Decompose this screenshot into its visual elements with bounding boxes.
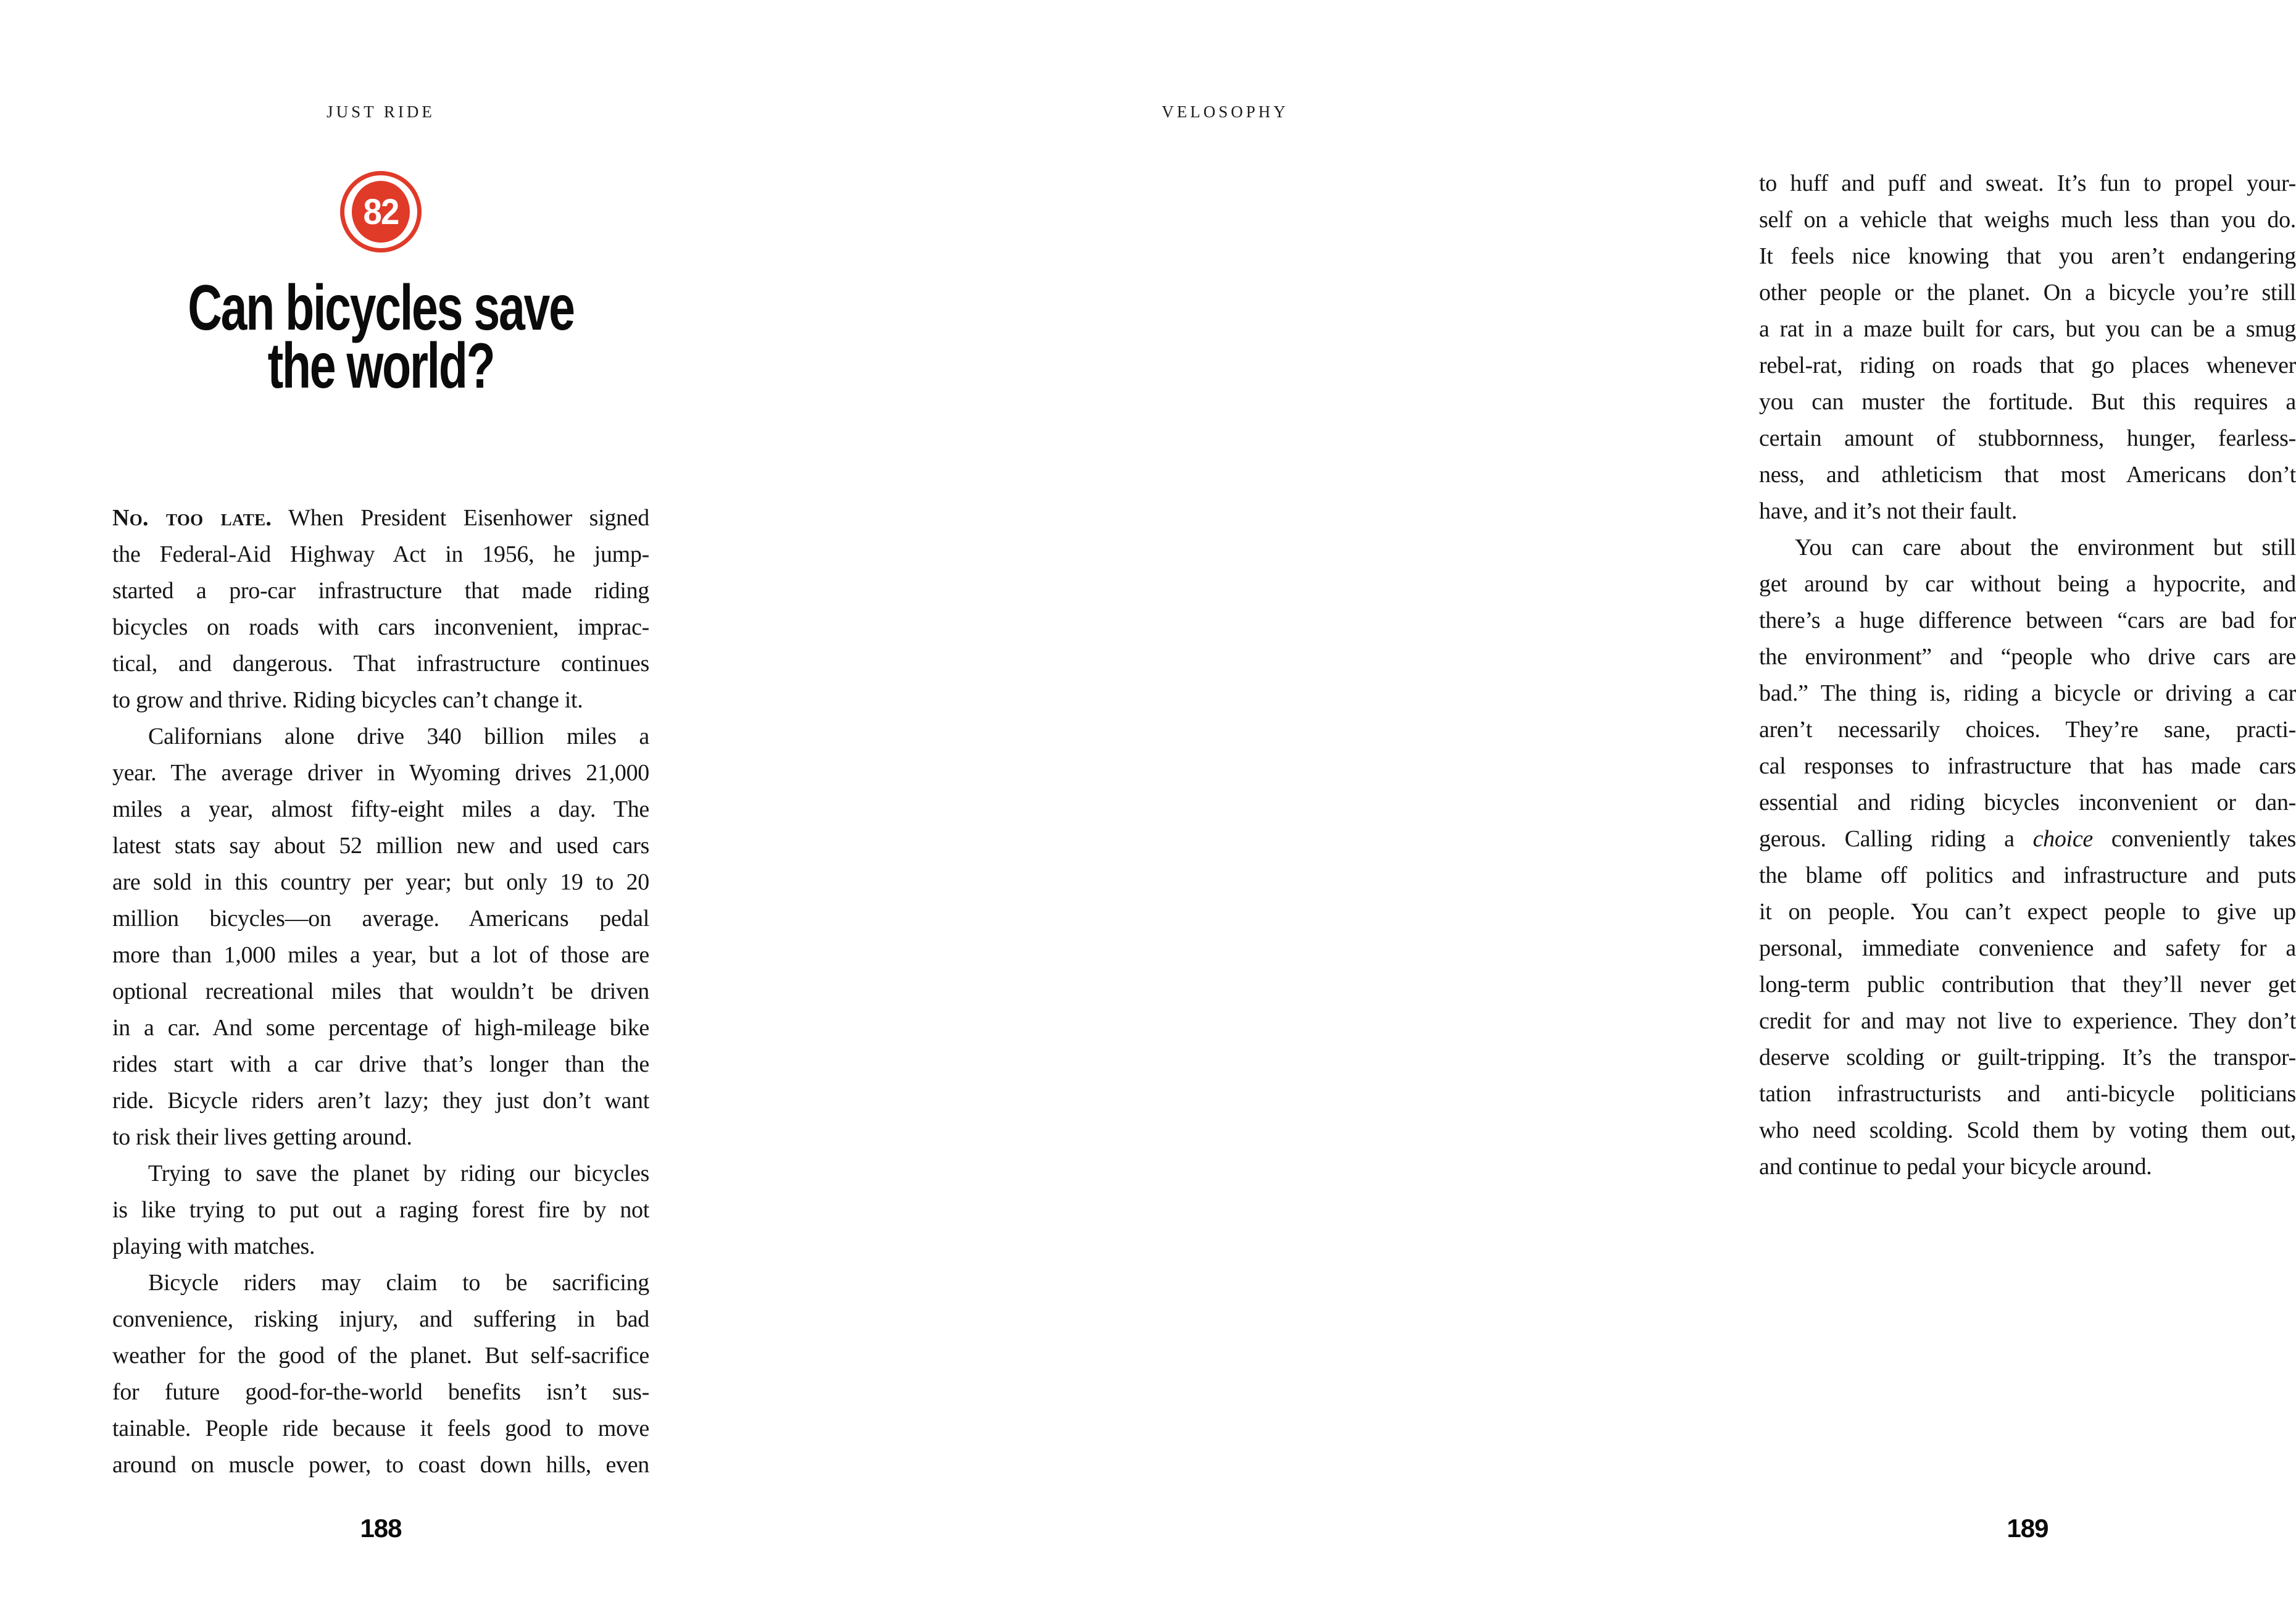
text-line: bicycles on roads with cars inconvenient, imprac- [112,614,649,640]
chapter-number-badge [340,171,422,252]
text-line: who need scolding. Scold them by voting them out, [1759,1117,2296,1143]
text-line: bad.” The thing is, riding a bicycle or driving a car [1759,680,2296,706]
page-number-left: 188 [360,1514,402,1543]
text-line: miles a year, almost fifty-eight miles a day. The [112,796,649,822]
body-text-right [1759,165,2296,1185]
chapter-title-line-1: Can bicycles save [188,272,574,344]
body-text-left [112,500,649,1483]
text-line: have, and it’s not their fault. [1759,498,2018,524]
text-line: started a pro-car infrastructure that made riding [112,578,649,604]
text-line: Californians alone drive 340 billion miles a [148,723,649,749]
chapter-title [112,272,649,402]
text-line: tainable. People ride because it feels good to move [112,1415,649,1441]
text-line: it on people. You can’t expect people to give up [1759,899,2296,925]
text-line: weather for the good of the planet. But self-sacrifice [112,1343,649,1369]
text-line: personal, immediate convenience and safety for a [1759,935,2296,961]
text-line: to huff and puff and sweat. It’s fun to propel your- [1759,170,2296,196]
italic-word: choice [2032,826,2093,852]
text-line: It feels nice knowing that you aren’t endangering [1759,243,2296,269]
text-line: you can muster the fortitude. But this requires a [1759,389,2296,415]
text-line: get around by car without being a hypocrite, and [1759,571,2296,597]
text-line: the Federal-Aid Highway Act in 1956, he jump- [112,541,649,567]
text-line: and continue to pedal your bicycle around. [1759,1154,2152,1180]
text-line: convenience, risking injury, and suffering in bad [112,1306,649,1332]
text-line: are sold in this country per year; but only 19 to 20 [112,869,649,895]
text-line: long-term public contribution that they’ll never get [1759,972,2296,998]
text-line: a rat in a maze built for cars, but you can be a smug [1759,316,2296,342]
text-line: year. The average driver in Wyoming drives 21,000 [112,760,649,786]
text-line: to grow and thrive. Riding bicycles can’t change it. [112,687,583,713]
text-line: for future good-for-the-world benefits isn’t sus- [112,1379,649,1405]
text-line: gerous. Calling riding a choice conveniently takes [1759,826,2296,852]
text-line: optional recreational miles that wouldn’t be driven [112,978,649,1004]
text-line: million bicycles—on average. Americans pedal [112,906,649,932]
page-number-right: 189 [2007,1514,2049,1543]
text-line: rebel-rat, riding on roads that go places whenever [1759,352,2296,378]
text-line: is like trying to put out a raging forest fire by not [112,1197,649,1223]
text-line: ness, and athleticism that most Americans don’t [1759,462,2296,488]
paragraph-lead-smallcaps: No. too late. [112,505,272,531]
text-line: Trying to save the planet by riding our bicycles [148,1161,649,1186]
running-header-left: JUST RIDE [327,102,435,121]
text-line: aren’t necessarily choices. They’re sane, practi- [1759,717,2296,743]
text-line: ride. Bicycle riders aren’t lazy; they just don’t want [112,1088,649,1114]
text-line: You can care about the environment but still [1795,535,2296,561]
text-line: tation infrastructurists and anti-bicycle politicians [1759,1081,2296,1107]
text-line: around on muscle power, to coast down hills, even [112,1452,649,1478]
text-line: there’s a huge difference between “cars are bad for [1759,607,2296,633]
text-line: certain amount of stubbornness, hunger, fearless- [1759,425,2296,451]
chapter-number: 82 [352,181,410,243]
chapter-title-line-2: the world? [267,330,494,402]
left-page [0,0,802,1605]
text-line: credit for and may not live to experience. They don’t [1759,1008,2296,1034]
text-line: playing with matches. [112,1233,315,1259]
text-line: deserve scolding or guilt-tripping. It’s the transpor- [1759,1044,2296,1070]
text-line: other people or the planet. On a bicycle you’re still [1759,280,2296,306]
text-line: the environment” and “people who drive cars are [1759,644,2296,670]
text-line: No. too late. When President Eisenhower signed [112,505,649,531]
text-line: self on a vehicle that weighs much less than you do. [1759,207,2296,233]
right-page [802,0,2296,1605]
text-line: cal responses to infrastructure that has made cars [1759,753,2296,779]
text-line: Bicycle riders may claim to be sacrificing [148,1270,649,1296]
text-line: more than 1,000 miles a year, but a lot of those are [112,942,649,968]
text-line: in a car. And some percentage of high-mileage bike [112,1015,649,1041]
text-line: essential and riding bicycles inconvenient or dan- [1759,790,2296,815]
text-line: the blame off politics and infrastructure and puts [1759,862,2296,888]
text-line: rides start with a car drive that’s longer than the [112,1051,649,1077]
text-line: to risk their lives getting around. [112,1124,412,1150]
text-line: latest stats say about 52 million new and used cars [112,833,649,859]
running-header-right: VELOSOPHY [1162,102,1289,121]
text-line: tical, and dangerous. That infrastructure continues [112,651,649,677]
